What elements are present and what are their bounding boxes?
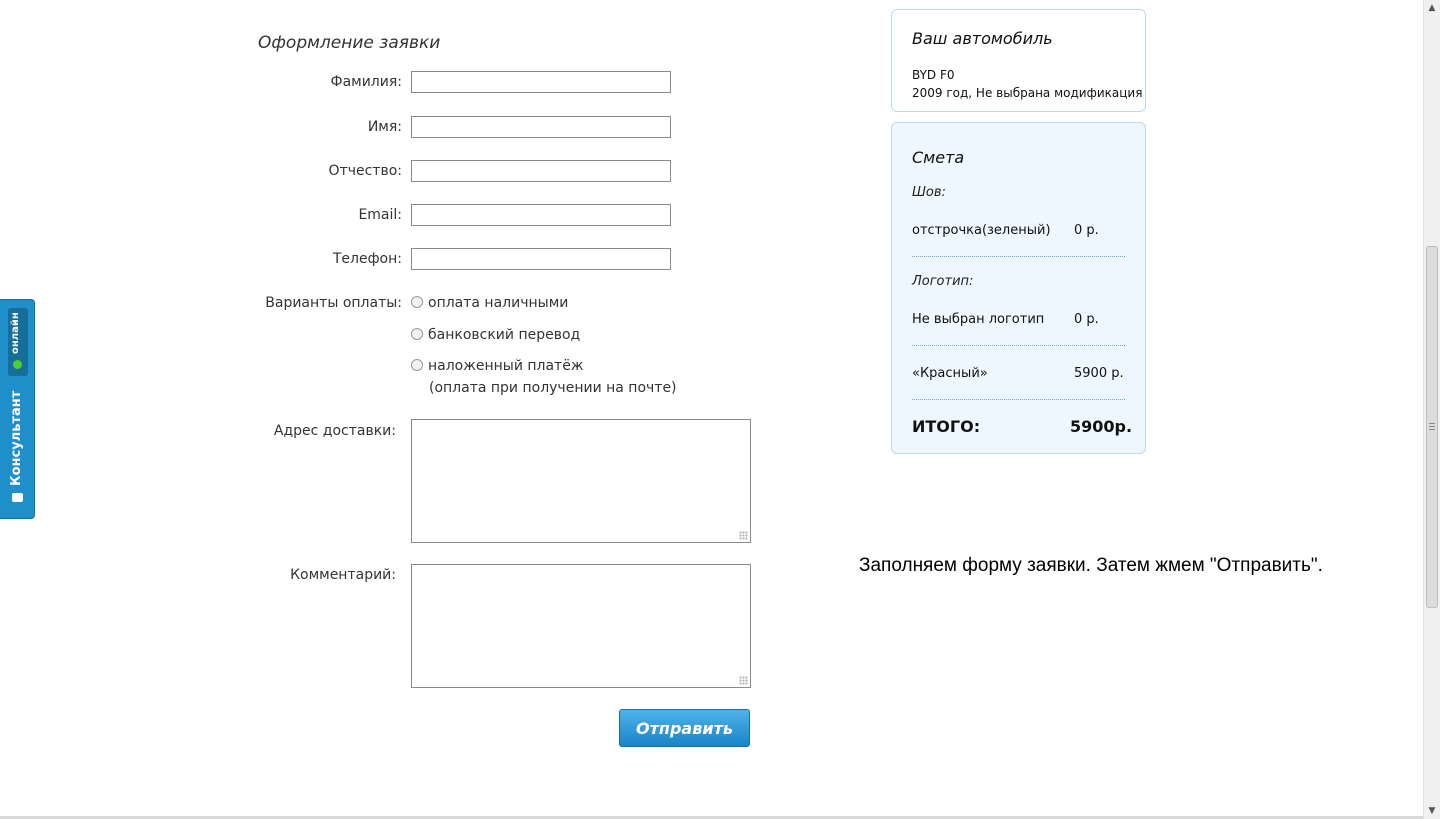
patronymic-input[interactable] [411, 160, 671, 182]
instruction-caption: Заполняем форму заявки. Затем жмем "Отправить". [859, 555, 1323, 576]
divider [912, 399, 1125, 400]
radio-button[interactable] [411, 328, 423, 340]
address-textarea[interactable] [411, 419, 751, 543]
comment-textarea[interactable] [411, 564, 751, 688]
payment-option-cash[interactable] [411, 295, 568, 311]
patronymic-label: Отчество: [328, 163, 402, 179]
address-label: Адрес доставки: [273, 423, 396, 439]
scroll-down-arrow-icon[interactable]: ▼ [1428, 806, 1436, 816]
email-input[interactable] [411, 204, 671, 226]
resize-grip-icon[interactable] [739, 531, 748, 540]
estimate-section-seam: Шов: [912, 185, 946, 200]
payment-option-label: оплата наличными [428, 295, 569, 311]
last-name-input[interactable] [411, 71, 671, 93]
payment-option-label: наложенный платёж [428, 358, 584, 374]
first-name-input[interactable] [411, 116, 671, 138]
scroll-thumb[interactable] [1426, 246, 1438, 608]
consultant-label[interactable]: Консультант [9, 390, 24, 486]
estimate-panel [891, 122, 1146, 454]
estimate-title: Смета [912, 148, 965, 167]
payment-option-label: банковский перевод [428, 327, 581, 343]
estimate-item: отстрочка(зеленый) [912, 223, 1051, 238]
radio-button[interactable] [411, 359, 423, 371]
first-name-label: Имя: [367, 119, 402, 135]
last-name-label: Фамилия: [330, 74, 402, 90]
car-panel-title: Ваш автомобиль [912, 29, 1053, 48]
thumb-grip-icon [1429, 423, 1435, 430]
payment-option-cod-note: (оплата при получении на почте) [429, 380, 677, 396]
estimate-total-label: ИТОГО: [912, 417, 981, 436]
comment-label: Комментарий: [290, 567, 396, 583]
car-panel [891, 9, 1146, 112]
online-status-badge [8, 308, 28, 376]
vertical-scrollbar[interactable] [1423, 0, 1440, 819]
payment-option-cod[interactable] [411, 358, 583, 374]
estimate-price: 0 р. [1074, 312, 1099, 327]
resize-grip-icon[interactable] [739, 676, 748, 685]
estimate-total-value: 5900р. [1070, 417, 1133, 436]
submit-button[interactable]: Отправить [619, 709, 750, 747]
car-model: BYD F0 [912, 68, 955, 82]
estimate-item: Не выбран логотип [912, 312, 1045, 327]
payment-option-bank-transfer[interactable] [411, 327, 580, 343]
online-status-text: онлайн [10, 312, 21, 354]
phone-label: Телефон: [332, 251, 402, 267]
car-year-modification: 2009 год, Не выбрана модификация [912, 86, 1143, 100]
estimate-price: 0 р. [1074, 223, 1099, 238]
radio-button[interactable] [411, 296, 423, 308]
estimate-item-color: «Красный» [912, 366, 988, 381]
phone-input[interactable] [411, 248, 671, 270]
payment-options-label: Варианты оплаты: [265, 295, 402, 311]
email-label: Email: [358, 207, 402, 223]
online-dot-icon [13, 360, 22, 369]
chat-bubble-icon [12, 493, 23, 502]
scroll-up-arrow-icon[interactable]: ▲ [1428, 3, 1436, 13]
divider [912, 256, 1125, 257]
estimate-price: 5900 р. [1074, 366, 1124, 381]
divider [912, 345, 1125, 346]
estimate-section-logo: Логотип: [912, 274, 974, 289]
form-title: Оформление заявки [258, 33, 441, 53]
